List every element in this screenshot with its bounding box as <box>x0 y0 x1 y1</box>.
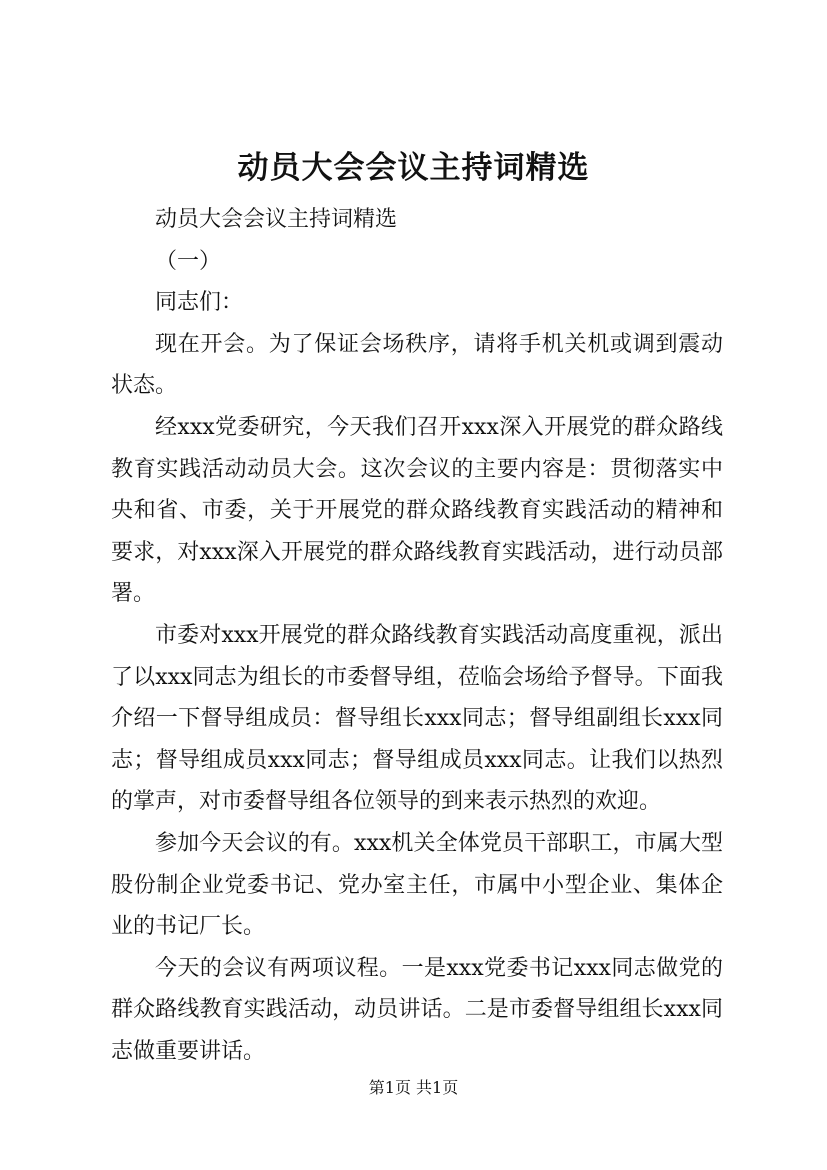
salutation: 同志们： <box>155 290 244 316</box>
document-title: 动员大会会议主持词精选 <box>237 150 590 186</box>
paragraph-agenda: 今天的会议有两项议程。一是xxx党委书记xxx同志做党的群众路线教育实践活动，动员讲话。二是市委督导组组长xxx同志做重要讲话。 <box>111 955 723 1064</box>
document-body <box>111 199 723 1072</box>
paragraph-attendees: 参加今天会议的有。xxx机关全体党员干部职工，市属大型股份制企业党委书记、党办室主任，市属中小型企业、集体企业的书记厂长。 <box>111 830 723 940</box>
section-mark: （一） <box>155 248 222 274</box>
paragraph-supervision-team: 市委对xxx开展党的群众路线教育实践活动高度重视，派出了以xxx同志为组长的市委督导组，莅临会场给予督导。下面我介绍一下督导组成员：督导组长xxx同志；督导组副组长xxx同志；督导组成员xxx同志；督导组成员xxx同志。让我们以热烈的掌声，对市委督导组各位领导的到来表示热烈的欢迎。 <box>111 622 723 815</box>
paragraph-opening: 现在开会。为了保证会场秩序，请将手机关机或调到震动状态。 <box>111 331 723 399</box>
document-subtitle: 动员大会会议主持词精选 <box>155 207 398 232</box>
page-number-footer: 第1页 共1页 <box>368 1078 459 1097</box>
paragraph-meeting-purpose: 经xxx党委研究，今天我们召开xxx深入开展党的群众路线教育实践活动动员大会。这次会议的主要内容是：贯彻落实中央和省、市委，关于开展党的群众路线教育实践活动的精神和要求，对xxx深入开展党的群众路线教育实践活动，进行动员部署。 <box>111 414 723 607</box>
